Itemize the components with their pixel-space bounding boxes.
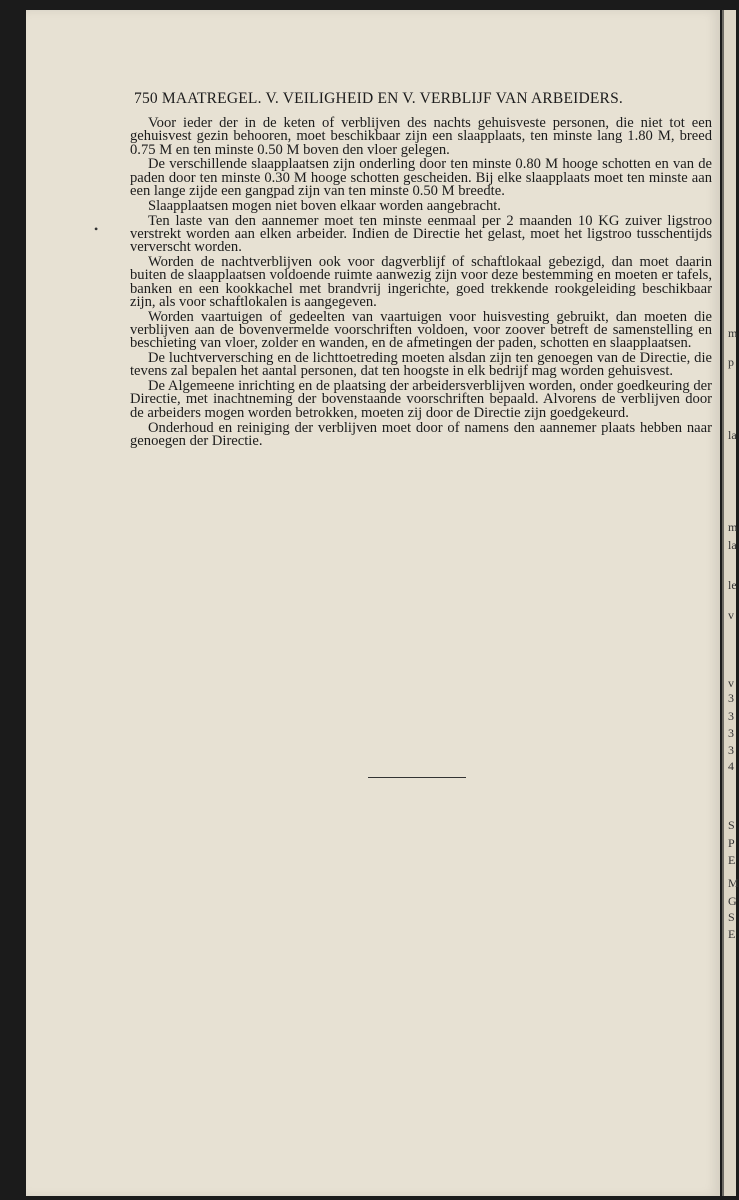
edge-letter: v	[728, 608, 734, 622]
edge-letter: 4	[728, 759, 734, 773]
margin-mark: •	[94, 222, 99, 236]
edge-letter: G	[728, 894, 737, 908]
edge-letter: E	[728, 853, 736, 867]
edge-letter: 3	[728, 691, 734, 705]
edge-letter: m	[728, 520, 738, 534]
paragraph: Worden vaartuigen of gedeelten van vaartuigen voor huisvesting gebruikt, dan moeten die verblijven aan de bovenvermelde voorschriften voldoen, voor zoover betreft de samenstelling en beschieting van vloer, zolder en wanden, en de afmetingen der paden, schotten en slaapplaatsen.	[130, 308, 712, 352]
edge-letter: le	[728, 578, 737, 592]
paragraph: Worden de nachtverblijven ook voor dagverblijf of schaftlokaal gebezigd, dan moet daarin buiten de slaapplaatsen voldoende ruimte aanwezig zijn voor deze bestemming en moeten er tafels, banken en een kookkachel met brandvrij ingerichte, goed trekkende rookgeleiding beschikbaar zijn, als voor schaftlokalen is aangegeven.	[130, 253, 712, 310]
paragraph: De verschillende slaapplaatsen zijn onderling door ten minste 0.80 M hooge schotten en van de paden door ten minste 0.30 M hooge schotten gescheiden. Bij elke slaapplaats moet ten minste aan een lange zijde een gangpad zijn van ten minste 0.50 M breedte.	[130, 156, 712, 199]
edge-letter: 3	[728, 726, 734, 740]
edge-letter: 3	[728, 709, 734, 723]
edge-letter: P	[728, 836, 735, 850]
edge-letter: m	[728, 326, 738, 340]
edge-letter: la	[728, 538, 737, 552]
paragraph: De Algemeene inrichting en de plaatsing der arbeidersverblijven worden, onder goedkeuring der Directie, met inachtneming der bovenstaande voorschriften bepaald. Alvorens de verblijven door de arbeiders mogen worden betrokken, moeten zij door de Directie zijn goedgekeurd.	[130, 378, 712, 421]
paragraph: Onderhoud en reiniging der verblijven moet door of namens den aannemer plaats hebben naar genoegen der Directie.	[130, 419, 712, 449]
paragraph: Ten laste van den aannemer moet ten minste eenmaal per 2 maanden 10 KG zuiver ligstroo verstrekt worden aan elken arbeider. Indien de Directie het gelast, moet het ligstroo tusschentijds ververscht worden.	[130, 212, 712, 256]
section-divider	[368, 777, 466, 778]
edge-letter: p	[728, 355, 734, 369]
edge-letter: S	[728, 818, 735, 832]
edge-letter: S	[728, 910, 735, 924]
edge-letter: v	[728, 676, 734, 690]
edge-letter: M	[728, 876, 739, 890]
body-text	[130, 117, 712, 450]
paragraph: De luchtverversching en de lichttoetreding moeten alsdan zijn ten genoegen van de Directie, die tevens zal bepalen het aantal personen, dat ten hoogste in elk bedrijf mag worden gehuisvest.	[130, 350, 712, 380]
edge-letter: E	[728, 927, 736, 941]
book-page	[26, 10, 720, 1196]
edge-letter: la	[728, 428, 737, 442]
running-header: 750 MAATREGEL. V. VEILIGHEID EN V. VERBLIJF VAN ARBEIDERS.	[134, 90, 623, 107]
paragraph: Slaapplaatsen mogen niet boven elkaar worden aangebracht.	[148, 197, 501, 214]
edge-letter: 3	[728, 743, 734, 757]
paragraph: Voor ieder der in de keten of verblijven des nachts gehuisveste personen, die niet tot een gehuisvest gezin behooren, moet beschikbaar zijn een slaapplaats, ten minste lang 1.80 M, breed 0.75 M en ten minste 0.50 M boven den vloer gelegen.	[130, 115, 712, 158]
adjacent-page-edge	[722, 10, 739, 1196]
